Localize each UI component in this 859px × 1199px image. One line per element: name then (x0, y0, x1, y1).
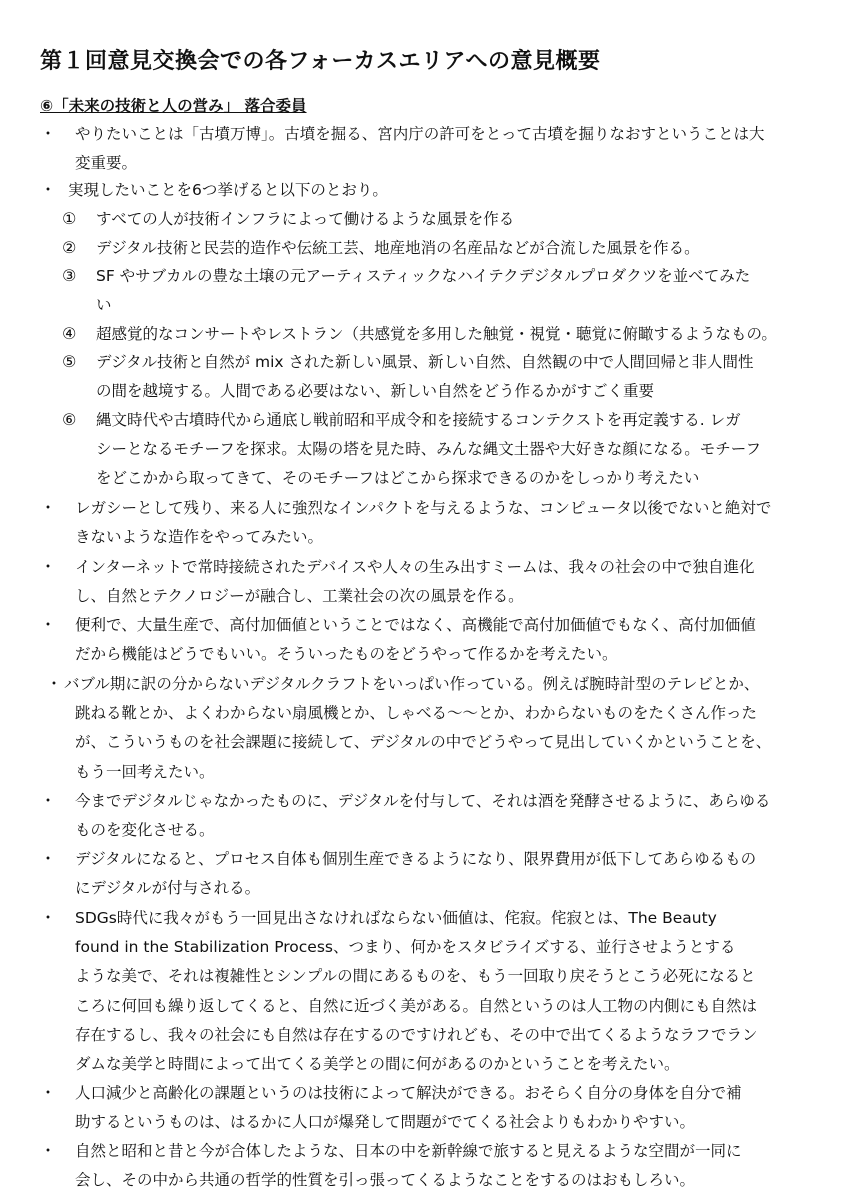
paragraph-line: だから機能はどうでもいい。そういったものをどうやって作るかを考えたい。 (75, 645, 618, 664)
paragraph-line: ような美で、それは複雑性とシンプルの間にあるものを、もう一回取り戻そうとこう必死になると (75, 967, 756, 986)
bullet-marker: ・ (40, 849, 57, 868)
bullet-marker: ・ (40, 908, 57, 927)
bullet-marker: ・ (40, 1083, 57, 1102)
paragraph-line: 今までデジタルじゃなかったものに、デジタルを付与して、それは酒を発酵させるように、あらゆる (75, 792, 771, 810)
list-number: ③ (62, 266, 77, 285)
paragraph-line: SF やサブカルの豊な土壌の元アーティスティックなハイテクデジタルプロダクツを並べてみた (96, 267, 751, 285)
paragraph-line: の間を越境する。人間である必要はない、新しい自然をどう作るかがすごく重要 (96, 382, 655, 401)
page-title: 第１回意見交換会での各フォーカスエリアへの意見概要 (40, 49, 601, 74)
paragraph-line: シーとなるモチーフを探求。太陽の塔を見た時、みんな縄文土器や大好きな顔になる。モチーフ (96, 440, 761, 459)
list-number: ① (62, 209, 77, 228)
paragraph-line: 自然と昭和と昔と今が合体したような、日本の中を新幹線で旅すると見えるような空間が一同に (75, 1142, 742, 1160)
paragraph-line: SDGs時代に我々がもう一回見出さなければならない価値は、侘寂。侘寂とは、The Beauty (75, 909, 717, 927)
paragraph-line: をどこかから取ってきて、そのモチーフはどこから探求できるのかをしっかり考えたい (96, 469, 700, 488)
paragraph-line: 実現したいことを6つ挙げると以下のとおり。 (68, 181, 388, 199)
paragraph-line: デジタル技術と自然が mix された新しい風景、新しい自然、自然観の中で人間回帰と非人間性 (96, 353, 754, 371)
bullet-marker: ・ (40, 498, 57, 517)
paragraph-line: found in the Stabilization Process、つまり、何かをスタビライズする、並行させようとする (75, 938, 736, 957)
paragraph-line: デジタルになると、プロセス自体も個別生産できるようになり、限界費用が低下してあらゆるもの (75, 850, 757, 868)
bullet-marker: ・ (40, 180, 57, 199)
paragraph-line: やりたいことは「古墳万博」。古墳を掘る、宮内庁の許可をとって古墳を掘りなおすということは大 (75, 125, 765, 143)
bullet-marker: ・ (40, 557, 57, 576)
list-number: ④ (62, 324, 77, 343)
list-number: ⑥ (62, 410, 77, 429)
paragraph-line: きないような造作をやってみたい。 (75, 528, 324, 547)
paragraph-line: インターネットで常時接続されたデバイスや人々の生み出すミームは、我々の社会の中で独自進化 (75, 558, 755, 576)
paragraph-line: ものを変化させる。 (75, 821, 215, 840)
paragraph-line: 変重要。 (75, 154, 138, 173)
bullet-marker: ・ (40, 124, 57, 143)
bullet-marker: ・ (40, 791, 57, 810)
paragraph-line: が、こういうものを社会課題に接続して、デジタルの中でどうやって見出していくかということを、 (75, 733, 772, 752)
paragraph-line: 会し、その中から共通の哲学的性質を引っ張ってくるようなことをするのはおもしろい。 (75, 1171, 696, 1190)
paragraph-line: にデジタルが付与される。 (75, 879, 261, 898)
paragraph-line: デジタル技術と民芸的造作や伝統工芸、地産地消の名産品などが合流した風景を作る。 (96, 239, 700, 257)
paragraph-line: 縄文時代や古墳時代から通底し戦前昭和平成令和を接続するコンテクストを再定義する. レガ (96, 411, 741, 429)
paragraph-line: 跳ねる靴とか、よくわからない扇風機とか、しゃべる～～とか、わからないものをたくさん作った (75, 704, 758, 723)
list-number: ⑤ (62, 352, 77, 371)
bullet-marker: ・ (40, 1141, 57, 1160)
bullet-marker: ・ (46, 674, 63, 693)
paragraph-line: すべての人が技術インフラによって働けるような風景を作る (96, 210, 515, 228)
paragraph-line: 人口減少と高齢化の課題というのは技術によって解決ができる。おそらく自分の身体を自分で補 (75, 1084, 742, 1102)
paragraph-line: バブル期に訳の分からないデジタルクラフトをいっぱい作っている。例えば腕時計型のテレビとか、 (64, 675, 760, 693)
paragraph-line: もう一回考えたい。 (75, 762, 215, 781)
paragraph-line: ダムな美学と時間によって出てくる美学との間に何があるのかということを考えたい。 (75, 1055, 680, 1073)
paragraph-line: し、自然とテクノロジーが融合し、工業社会の次の風景を作る。 (75, 587, 524, 606)
paragraph-line: 存在するし、我々の社会にも自然は存在するのですけれども、その中で出てくるようなラフでラン (75, 1025, 758, 1044)
paragraph-line: 助するというものは、はるかに人口が爆発して問題がでてくる社会よりもわかりやすい。 (75, 1113, 696, 1132)
paragraph-line: レガシーとして残り、来る人に強烈なインパクトを与えるような、コンピュータ以後でないと絶対で (75, 499, 772, 517)
section-heading: ⑥「未来の技術と人の営み」 落合委員 (40, 97, 307, 115)
bullet-marker: ・ (40, 615, 57, 634)
paragraph-line: 便利で、大量生産で、高付加価値ということではなく、高機能で高付加価値でもなく、高付加価値 (75, 616, 756, 634)
paragraph-line: 超感覚的なコンサートやレストラン（共感覚を多用した触覚・視覚・聴覚に俯瞰するようなもの。 (96, 325, 777, 343)
paragraph-line: ころに何回も繰り返してくると、自然に近づく美がある。自然というのは人工物の内側にも自然は (75, 996, 758, 1015)
list-number: ② (62, 238, 77, 257)
paragraph-line: い (96, 296, 112, 315)
